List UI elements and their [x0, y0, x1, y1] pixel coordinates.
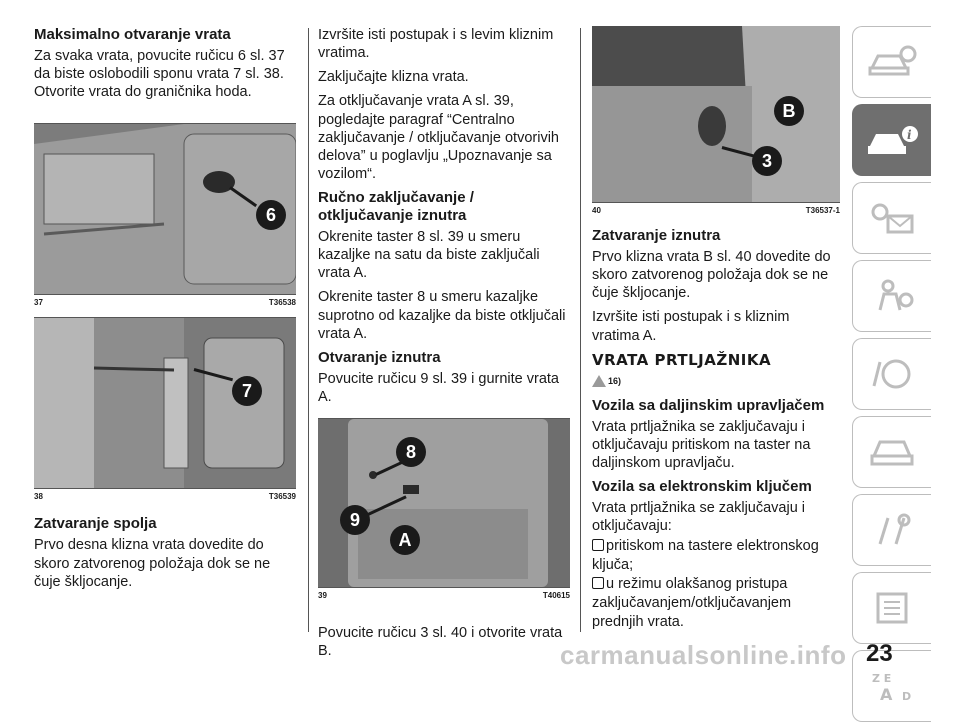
watermark: carmanualsonline.info: [560, 640, 847, 670]
heading-closing-outside: Zatvaranje spolja: [34, 515, 157, 533]
text-max-opening: Za svaka vrata, povucite ručicu 6 sl. 37 da biste oslobodili sponu vrata 7 sl. 38. Otvorite vrata do graničnika hoda.: [34, 48, 285, 101]
steering-wrench-icon[interactable]: [852, 338, 931, 410]
figure-37-caption: [34, 294, 296, 307]
svg-text:A: A: [880, 685, 893, 704]
checkbox-bullet-icon: [592, 539, 604, 551]
text-same-procedure-a: Izvršite isti postupak i s kliznim vratima A.: [592, 309, 790, 344]
figure-39: [318, 418, 570, 587]
checkbox-bullet-icon: [592, 577, 604, 589]
heading-max-opening: Maksimalno otvaranje vrata: [34, 26, 231, 43]
figure-39-caption: [318, 587, 570, 600]
column-divider-2: [580, 28, 581, 632]
column-divider-1: [308, 28, 309, 632]
column-2: [318, 26, 570, 666]
figure-38-illustration: [34, 318, 296, 488]
page-number: 23: [866, 640, 893, 667]
checklist-icon[interactable]: [852, 572, 931, 644]
text-pull-handle-9: Povucite ručicu 9 sl. 39 i gurnite vrata A.: [318, 370, 559, 405]
text-closing-outside: Prvo desna klizna vrata dovedite do skoro zatvorenog položaja dok se ne čuje škljocanje.: [34, 537, 271, 590]
text-turn-counterclockwise: Okrenite taster 8 u smeru kazaljke suprotno od kazaljke da biste otključali vrata A.: [318, 289, 566, 342]
figure-38-caption: [34, 488, 296, 501]
heading-manual-lock: Ručno zaključavanje / otključavanje iznutra: [318, 189, 474, 224]
figure-39-code: T40615: [542, 591, 570, 600]
column-1: [34, 26, 296, 597]
figure-38-number: 38: [34, 492, 43, 502]
text-lock-doors: Zaključajte klizna vrata.: [318, 69, 469, 86]
figure-37-number: 37: [34, 298, 43, 308]
figure-38: [34, 317, 296, 488]
figure-40-code: T36537-1: [805, 206, 840, 215]
heading-closing-inside: Zatvaranje iznutra: [592, 227, 721, 244]
heading-opening-inside: Otvaranje iznutra: [318, 348, 441, 366]
figure-39-illustration: [318, 419, 570, 587]
bullet-item-2: u režimu olakšanog pristupa zaključavanjem/otključavanjem prednjih vrata.: [592, 575, 792, 630]
heading-electronic-key: Vozila sa elektronskim ključem: [592, 478, 812, 495]
tools-wrench-icon[interactable]: [852, 494, 931, 566]
callout-9: 9: [340, 505, 370, 535]
note-reference: 16): [608, 375, 622, 386]
bullet-item-1: pritiskom na tastere elektronskog ključa;: [592, 538, 819, 574]
figure-37: [34, 123, 296, 294]
figure-40-caption: [592, 202, 840, 215]
column-3: [592, 26, 840, 631]
callout-A: A: [390, 525, 420, 555]
car-search-icon[interactable]: [852, 26, 931, 98]
lights-mail-icon[interactable]: [852, 182, 931, 254]
chapter-sidebar: [852, 26, 932, 728]
callout-B: B: [774, 96, 804, 126]
warning-triangle-icon: [592, 375, 606, 387]
svg-text:Z E: Z E: [872, 672, 892, 685]
text-unlock-reference: Za otključavanje vrata A sl. 39, pogledajte paragraf “Centralno zaključavanje / otključavanje otvorivih delova” u poglavlju „Upoznavanje sa vozilom“.: [318, 93, 559, 182]
callout-8: 8: [396, 437, 426, 467]
warning-note: [592, 373, 840, 391]
section-tailgate: VRATA PRTLJAŽNIKA: [592, 350, 772, 369]
car-front-icon[interactable]: [852, 416, 931, 488]
callout-7: 7: [232, 376, 262, 406]
figure-39-number: 39: [318, 591, 327, 600]
svg-text:D: D: [902, 690, 912, 703]
callout-6: 6: [256, 200, 286, 230]
car-info-icon[interactable]: [852, 104, 931, 176]
figure-37-code: T36538: [268, 298, 296, 308]
figure-38-code: T36539: [268, 492, 296, 502]
text-remote-control: Vrata prtljažnika se zaključavaju i otključavaju pritiskom na taster na daljinskom upravljaču.: [592, 418, 811, 471]
callout-3: 3: [752, 146, 782, 176]
figure-40: [592, 26, 840, 202]
text-pull-handle-3: Povucite ručicu 3 sl. 40 i otvorite vrata B.: [318, 625, 563, 660]
text-same-procedure: Izvršite isti postupak i s levim kliznim vratima.: [318, 27, 554, 62]
airbag-person-icon[interactable]: [852, 260, 931, 332]
svg-text:i: i: [907, 128, 912, 142]
figure-40-number: 40: [592, 206, 601, 215]
text-closing-inside-b: Prvo klizna vrata B sl. 40 dovedite do skoro zatvorenog položaja dok se ne čuje škljocanje.: [592, 249, 831, 302]
heading-remote-control: Vozila sa daljinskim upravljačem: [592, 396, 825, 414]
text-electronic-key: Vrata prtljažnika se zaključavaju i otključavaju:: [592, 500, 806, 535]
text-turn-clockwise: Okrenite taster 8 sl. 39 u smeru kazaljke na satu da biste zaključali vrata A.: [318, 229, 540, 282]
